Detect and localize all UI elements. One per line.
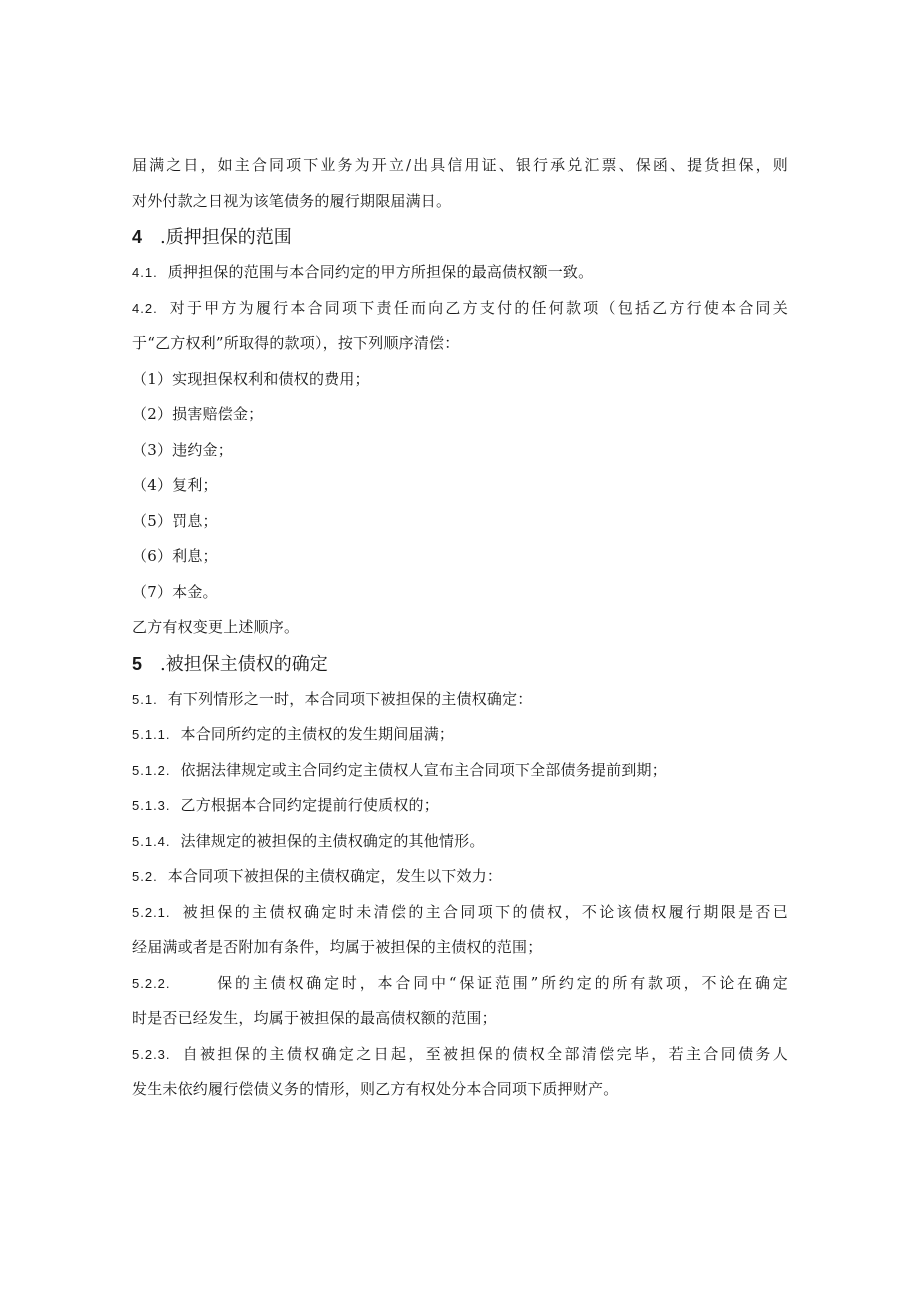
intro-line-1: 届满之日，如主合同项下业务为开立/出具信用证、银行承兑汇票、保函、提货担保，则: [132, 156, 788, 174]
clause-number: 5.1.2.: [132, 762, 171, 778]
clause-number: 5.1.1.: [132, 727, 171, 742]
clause-5-1-3: [132, 788, 788, 824]
section-5-title: .被担保主债权的确定: [160, 653, 328, 675]
clause-text: 有下列情形之一时，本合同项下被担保的主债权确定：: [167, 689, 533, 708]
clause-text: 法律规定的被担保的主债权确定的其他情形。: [180, 831, 485, 850]
clause-number: 5.2.1.: [132, 904, 171, 920]
clause-5-1-1: [132, 717, 788, 753]
clause-number: 4.2.: [132, 300, 158, 316]
clause-text: 被担保的主债权确定时未清偿的主合同项下的债权，不论该债权履行期限是否已: [180, 902, 788, 921]
repayment-order-item: （5）罚息；: [132, 511, 218, 530]
section-4-title: .质押担保的范围: [160, 227, 292, 248]
section-4-number: 4: [132, 227, 143, 247]
repayment-order-item: （3）违约金；: [132, 440, 233, 459]
clause-5-1-2: [132, 753, 788, 789]
clause-number: 5.1.: [132, 691, 158, 707]
clause-4-2-line-1: [132, 291, 788, 327]
clause-number: 5.2.2.: [132, 975, 171, 991]
clause-number: 5.2.: [132, 869, 158, 884]
clause-text: 本合同所约定的主债权的发生期间届满；: [180, 725, 455, 743]
clause-text: 对于甲方为履行本合同项下责任而向乙方支付的任何款项（包括乙方行使本合同关: [167, 298, 788, 317]
clause-text: 质押担保的范围与本合同约定的甲方所担保的最高债权额一致。: [167, 263, 594, 281]
section-4-heading: [132, 219, 788, 255]
repayment-order-item: （7）本金。: [132, 582, 218, 601]
clause-text: 保的主债权确定时，本合同中“保证范围”所约定的所有款项，不论在确定: [214, 973, 788, 992]
section-5-heading: [132, 646, 788, 682]
clause-5-2-2-line-2: 时是否已经发生，均属于被担保的最高债权额的范围；: [132, 1009, 497, 1027]
clause-5-1: [132, 682, 788, 718]
clause-number: 4.1.: [132, 265, 158, 280]
clause-5-1-4: [132, 824, 788, 860]
section-5-number: 5: [132, 653, 143, 674]
clause-number: 5.1.3.: [132, 798, 171, 813]
clause-text: 依据法律规定或主合同约定主债权人宣布主合同项下全部债务提前到期；: [180, 760, 667, 779]
clause-text: 乙方根据本合同约定提前行使质权的；: [180, 796, 439, 814]
clause-5-2-1-line-2: 经届满或者是否附加有条件，均属于被担保的主债权的范围；: [132, 938, 543, 956]
clause-5-2-3-line-1: [132, 1037, 788, 1073]
repayment-order-item: （6）利息；: [132, 547, 218, 565]
clause-5-2-3-line-2: 发生未依约履行偿债义务的情形，则乙方有权处分本合同项下质押财产。: [132, 1080, 619, 1098]
repayment-order-item: （1）实现担保权利和债权的费用；: [132, 369, 370, 388]
clause-5-2-1-line-1: [132, 895, 788, 931]
document-body: [132, 148, 788, 1108]
repayment-order-item: （2）损害赔偿金；: [132, 405, 264, 423]
section-4-closing: 乙方有权变更上述顺序。: [132, 618, 300, 636]
clause-5-2: [132, 859, 788, 895]
repayment-order-item: （4）复利；: [132, 476, 218, 494]
clause-5-2-2-line-1: [132, 966, 788, 1002]
clause-number: 5.1.4.: [132, 833, 171, 849]
intro-line-2: 对外付款之日视为该笔债务的履行期限届满日。: [132, 191, 452, 210]
clause-text: 本合同项下被担保的主债权确定，发生以下效力：: [167, 867, 503, 885]
clause-4-2-line-2: 于“乙方权利”所取得的款项），按下列顺序清偿：: [132, 334, 460, 352]
clause-4-1: [132, 255, 788, 291]
clause-text: 自被担保的主债权确定之日起，至被担保的债权全部清偿完毕，若主合同债务人: [180, 1044, 788, 1063]
clause-number: 5.2.3.: [132, 1046, 171, 1062]
